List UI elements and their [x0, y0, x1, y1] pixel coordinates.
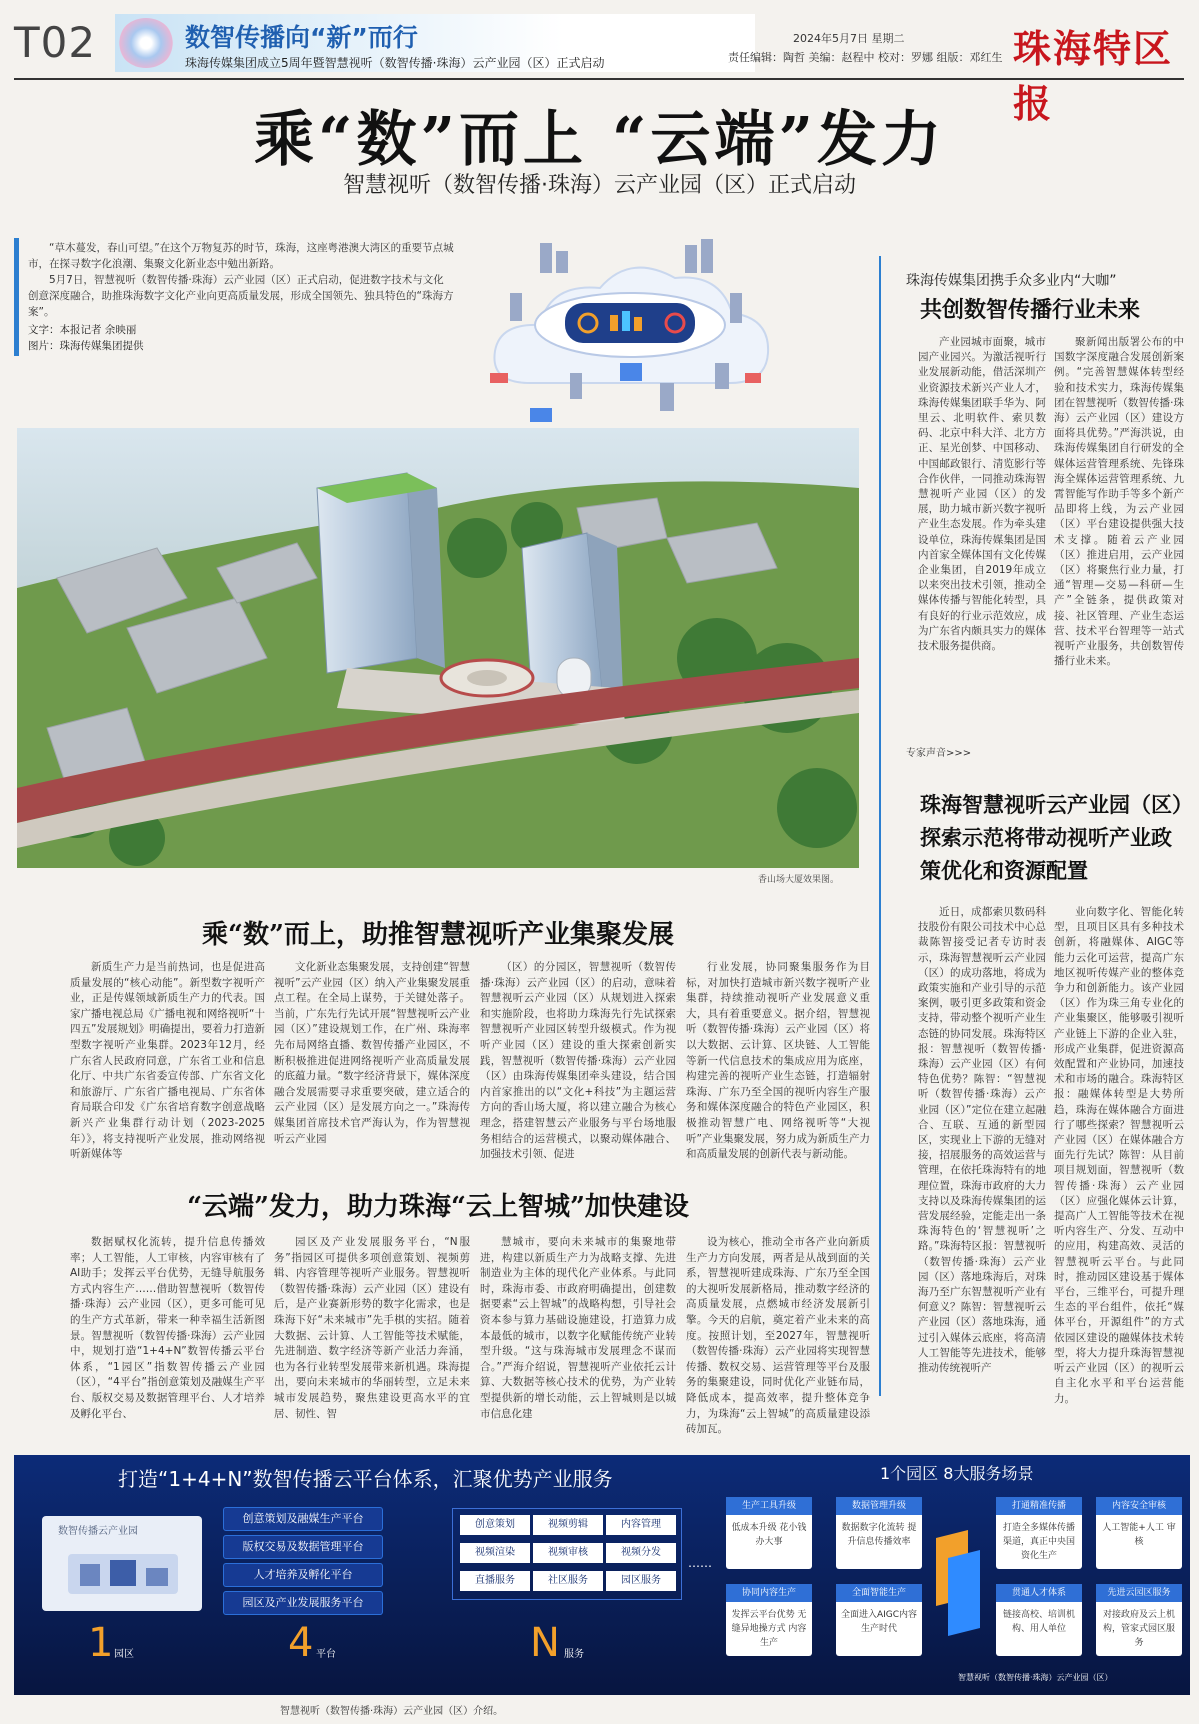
scene-card-5-body: 发挥云平台优势 无缝异地操方式 内容生产	[731, 1610, 807, 1648]
scene-card-4-title: 内容安全审核	[1096, 1497, 1182, 1515]
scene-card-8-body: 对接政府及云上机构，管家式园区服务	[1102, 1610, 1175, 1648]
service-item-1: 创意策划	[460, 1515, 530, 1535]
service-item-5: 视频审核	[533, 1543, 603, 1563]
expert-voice-label: 专家声音>>>	[906, 748, 972, 759]
panel-footer: 智慧视听（数智传播·珠海）云产业园（区）	[958, 1673, 1113, 1682]
number-4-label: 平台	[316, 1649, 336, 1660]
banner-subtitle: 珠海传媒集团成立5周年暨智慧视听（数智传播·珠海）云产业园（区）正式启动	[185, 56, 605, 70]
scene-card-7-body: 链接高校、培训机构、用人单位	[1002, 1610, 1075, 1634]
platform-item-3: 人才培养及孵化平台	[223, 1563, 383, 1587]
masthead-divider	[14, 78, 1184, 80]
scene-card-2-body: 数据数字化流转 提升信息传播效率	[841, 1523, 917, 1547]
platform-item-4: 园区及产业发展服务平台	[223, 1591, 383, 1615]
section-2-title: “云端”发力，助力珠海“云上智城”加快建设	[187, 1192, 689, 1222]
scene-card-4	[1096, 1497, 1182, 1569]
cloud-platform-illustration	[470, 233, 790, 443]
byline-text: 文字：本报记者 余映丽	[28, 324, 137, 336]
right-kicker: 珠海传媒集团携手众多业内“大咖”	[906, 273, 1117, 289]
scene-card-7-title: 贯通人才体系	[996, 1584, 1082, 1602]
number-4: 4	[288, 1620, 314, 1666]
editor-line: 责任编辑：陶哲 美编：赵程中 校对：罗娜 组版：邓红生	[728, 51, 1003, 64]
banner-title: 数智传播向“新”而行	[185, 23, 418, 52]
services-ellipsis: ……	[688, 1556, 712, 1570]
scene-card-2-title: 数据管理升级	[836, 1497, 922, 1515]
service-item-3: 内容管理	[606, 1515, 676, 1535]
right-column-rule	[879, 256, 881, 1396]
park-logo-icon	[928, 1528, 988, 1638]
scene-card-4-body: 人工智能+人工 审核	[1102, 1523, 1176, 1547]
scene-card-1-body: 低成本升级 花小钱办大事	[731, 1523, 807, 1547]
right-column-text-a: 产业园城市面聚，城市园产业园兴。为激活视听行业发展新动能，借活深圳产业资源技术新兴产业人才，珠海传媒集团联手华为、阿里云、北明软件、索贝数码、北京中科大洋、北方方正、星光创梦、中国移动、中国邮政银行、清览影行等合作伙伴，一同推动珠海智慧视听产业园（区）的发展，助力城市新兴数字视听产业生态发展。作为牵头建设单位，珠海传媒集团是国内首家全媒体国有文化传媒企业集团，自2019年成立以来突出技术引领，推动全媒体传播与智能化转型，具有良好的行业示范效应，成为广东省内颇具实力的媒体技术服务提供商。	[918, 336, 1046, 653]
platform-item-1: 创意策划及融媒生产平台	[223, 1507, 383, 1531]
infographic-caption: 智慧视听（数智传播·珠海）云产业园（区）介绍。	[280, 1706, 504, 1717]
scene-card-6-title: 全面智能生产	[836, 1584, 922, 1602]
service-item-7: 直播服务	[460, 1571, 530, 1591]
lead-paragraph-2: 5月7日，智慧视听（数智传播·珠海）云产业园（区）正式启动，促进数字技术与文化创意深度融合，助推珠海数字文化产业向更高质量发展，形成全国领先、独具特色的“珠海方案”。	[28, 274, 454, 318]
platform-item-2: 版权交易及数据管理平台	[223, 1535, 383, 1559]
scene-card-1	[726, 1497, 812, 1569]
number-1-label: 园区	[114, 1649, 134, 1660]
park-card-art	[60, 1544, 186, 1600]
right-column-text-c: 近日，成都索贝数码科技股份有限公司技术中心总裁陈智接受记者专访时表示，珠海智慧视听云产业园（区）的成功落地，将成为政策实施和产业引导的示范案例，吸引更多政策和资金支持，带动整个视听产业生态链的协同发展。珠海特区报：智慧视听（数智传播·珠海）云产业园（区）有何特色优势？陈智：“智慧视听（数智传播·珠海）云产业园（区）”定位在建立起融合、互联、互通的新型园区，实现业上下游的无缝对接，招展服务的高效运营与管理，在依托珠海特有的地理位置，珠海市政府的大力支持以及珠海传媒集团的运营发展经验，定能走出一条珠海特色的‘智慧视听’之路。”珠海特区报：智慧视听（数智传播·珠海）云产业园（区）落地珠海后，对珠海乃至广东智慧视听产业有何意义？陈智：智慧视听云产业园（区）落地珠海，通过引入媒体云底座，将高清人工智能等先进技术，能够推动传统视听产	[918, 906, 1046, 1375]
scene-card-8	[1096, 1584, 1182, 1656]
right-title-2: 珠海智慧视听云产业园（区）探索示范将带动视听产业政策优化和资源配置	[920, 792, 1183, 883]
scene-card-6	[836, 1584, 922, 1656]
number-1: 1	[88, 1620, 114, 1666]
section-1-column-4: 行业发展，协同聚集服务作为目标，对加快打造城市新兴数字视听产业集群，持续推动视听产业发展意义重大，具有着重要意义。据介绍，智慧视听（数智传播·珠海）云产业园（区）将以大数据、云计算、区块链、人工智能等新一代信息技术的集成应用为底座，构建完善的视听产业生态链，打造辐射珠海、广东乃至全国的视听内容生产服务和媒体深度融合的特色产业园区，积极推动智慧广电、网络视听等“大视听”产业集聚发展，努力成为新质生产力和高质量发展的创新代表与新动能。	[686, 961, 870, 1161]
section-2-column-3: 慧城市，要向未来城市的集聚地带进，构建以新质生产力为战略支撑、先进制造业为主体的现代化产业体系。与此同时，珠海市委、市政府明确提出，创建数据要素“云上智城”的战略构想，引导社会资本参与算力基础设施建设，打造算力成本最低的城市，以数字化赋能传统产业转型升级。“这与珠海城市发展理念不谋而合。”严海介绍说，智慧视听产业依托云计算、大数据等核心技术的优势，为产业转型提供新的增长动能，云上智城则是以城市信息化建	[480, 1236, 676, 1420]
infographic-title: 打造“1+4+N”数智传播云平台体系，汇聚优势产业服务	[118, 1467, 613, 1491]
banner-swirl-icon	[118, 18, 174, 68]
byline-photo: 图片：珠海传媒集团提供	[28, 340, 144, 352]
scene-card-5-title: 协同内容生产	[726, 1584, 812, 1602]
right-title: 共创数智传播行业未来	[920, 297, 1141, 323]
lead-paragraph-1: “草木蔓发，春山可望。”在这个万物复苏的时节，珠海，这座粤港澳大湾区的重要节点城市，在探寻数字化浪潮、集聚文化新业态中勉出新路。	[28, 242, 454, 270]
lead-accent-bar	[14, 238, 19, 356]
section-2-column-1: 数据赋权化流转，提升信息传播效率；人工智能，人工审核，内容审核有了AI助手；发挥云平台优势，无缝导航服务方式内容生产……借助智慧视听（数智传播·珠海）云产业园（区），更多可能可见的生产方式革新，带来一种幸福生活新图景。智慧视听（数智传播·珠海）云产业园中，规划打造“1+4+N”数智传播云平台体系，“1园区”指数智传播云产业园（区），“4平台”指创意策划及融媒生产平台、版权交易及数据管理平台、人才培养及孵化平台、	[70, 1236, 265, 1420]
scene-card-2	[836, 1497, 922, 1569]
scene-card-1-title: 生产工具升级	[726, 1497, 812, 1515]
scene-card-5	[726, 1584, 812, 1656]
section-1-title: 乘“数”而上，助推智慧视听产业集聚发展	[202, 920, 674, 950]
scene-card-3-title: 打通精准传播	[996, 1497, 1082, 1515]
section-2-column-2: 园区及产业发展服务平台，“N服务”指园区可提供多项创意策划、视频剪辑、内容管理等视听产业服务。智慧视听（数智传播·珠海）云产业园（区）建设有后，是产业赛新形势的数字化需求，也是珠海下好“未来城市”先手棋的实招。随着大数据、云计算、人工智能等技术赋能，先进制造、数字经济等新产业活力奔涌，也为各行业转型发展带来新机遇。珠海提出，要向未来城市的华丽转型，立足未来城市发展趋势，聚焦建设更高水平的宜居、韧性、智	[274, 1236, 470, 1420]
number-n-label: 服务	[564, 1649, 584, 1660]
service-item-9: 园区服务	[606, 1571, 676, 1591]
section-1-column-3: （区）的分园区，智慧视听（数智传播·珠海）云产业园（区）的启动，意味着智慧视听云产业园（区）从规划进入探索和实施阶段，也将助力珠海先行先试探索智慧视听产业园区转型升级模式。作为视听产业园（区）建设的重大探索创新实践，智慧视听（数智传播·珠海）云产业园（区）由珠海传媒集团牵头建设，结合国内首家推出的以“文化+科技”为主题运营方向的香山场大厦，将以建立融合为核心理念，搭建智慧云产业服务与平台场地服务相结合的运营模式，以聚动媒体融合、加强技术引领、促进	[480, 961, 676, 1161]
scene-card-3-body: 打造全多媒体传播渠道，真正中央国资化生产	[1002, 1523, 1075, 1561]
section-1-column-1: 新质生产力是当前热词，也是促进高质量发展的“核心动能”。新型数字视听产业，正是传媒领域新质生产力的代表。国家广播电视总局《广播电视和网络视听“十四五”发展规划》明确提出，要着力打造新型数字视听产业集群。2023年12月，经广东省人民政府同意，广东省工业和信息化厅、中共广东省委宣传部、广东省文化和旅游厅、广东省广播电视局、广东省体育局联合印发《广东省培育数字创意战略新兴产业集群行动计划（2023-2025年）》，将支持视听产业发展，推动网络视听新媒体等	[70, 961, 265, 1161]
page-title: 乘“数”而上 “云端”发力	[254, 105, 945, 175]
scene-card-8-title: 先进云园区服务	[1096, 1584, 1182, 1602]
section-1-column-2: 文化新业态集聚发展，支持创建“智慧视听”云产业园（区）纳入产业集聚发展重点工程。在全局上谋势，于关键处落子。当前，广东先行先试开展“智慧视听云产业园（区）”建设规划工作，在广州、珠海率先布局网络直播、数智传播产业园区，不断积极推进促进网络视听产业高质量发展的底蕴力量。“数字经济背景下，媒体深度融合发展需要寻求重要突破，建立适合的云产业园（区）是发展方向之一。”珠海传媒集团首席技术官严海认为，作为智慧视听云产业园	[274, 961, 470, 1145]
right-column-text-d: 业向数字化、智能化转型，且项目区具有多种技术创新，将融媒体、AIGC等能力云化可运营，提高广东地区视听传媒产业的整体竞争力和创新能力。该产业园（区）作为珠三角专业化的产业集聚区，能够吸引视听产业链上下游的企业入驻，形成产业集群，促进资源高效配置和产业协同，加速技术和市场的融合。珠海特区报：融媒体转型是大势所趋，珠海在媒体融合方面进行了哪些探索？智慧视听云产业园（区）在媒体融合方面先行先试？陈智：从目前项目规划面，智慧视听（数智传播·珠海）云产业园（区）应强化媒体云计算，提高广人工智能等技术在视听内容生产、分发、互动中的应用，构建高效、灵活的智慧视听云平台。与此同时，推动园区建设基于媒体平台，三维平台，可提升理生态的平台组件，依托“媒体平台，开源组件”的方式依园区建设的融媒体技术转型，将大力提升珠海智慧视听云产业园（区）的视听云自主化水平和平台运营能力。	[1054, 906, 1184, 1405]
byline	[28, 322, 144, 354]
service-item-4: 视频渲染	[460, 1543, 530, 1563]
scene-card-3	[996, 1497, 1082, 1569]
photo-caption: 香山场大厦效果图。	[758, 875, 840, 885]
building-rendering-image	[17, 428, 859, 868]
number-n: N	[530, 1620, 560, 1666]
page-subtitle: 智慧视听（数智传播·珠海）云产业园（区）正式启动	[343, 173, 856, 198]
park-card-label: 数智传播云产业园	[58, 1526, 138, 1537]
scene-card-7	[996, 1584, 1082, 1656]
infographic-right-title: 1个园区 8大服务场景	[880, 1464, 1034, 1483]
section-2-column-4: 设为核心，推动全市各产业向新质生产力方向发展，两者是从战到面的关系，智慧视听建成珠海、广东乃至全国的大视听发展新格局，推动数字经济的高质量发展，点燃城市经济发展新引擎。今天的启航，奠定着产业未来的高度。按照计划，至2027年，智慧视听（数智传播·珠海）云产业园将实现智慧传播、数权交易、运营管理等平台及服务的集聚建设，同时优化产业链布局，降低成本，提高效率，提升整体竞争力，为珠海“云上智城”的高质量建设添砖加瓦。	[686, 1236, 870, 1436]
lead-paragraph	[28, 240, 454, 320]
page-number: T02	[14, 18, 97, 67]
right-column-text-b: 聚新闻出版署公布的中国数字深度融合发展创新案例。“完善智慧媒体转型经验和技术实力，珠海传媒集团在智慧视听（数智传播·珠海）云产业园（区）建设方面将具优势。”严海洪说，由珠海传媒集团自行研发的全媒体运营管理系统、先锋珠海全媒体运营管理系统、九霄智能写作助手等多个新产品即将上线，为云产业园（区）平台建设提供强大技术支撑。随着云产业园（区）推进启用，云产业园（区）将聚焦行业力量，打通“智理—交易—科研—生产”全链条，提供政策对接、社区管理、产业生态运营、技术平台智理等一站式视听产业服务，共创数智传播行业未来。	[1054, 336, 1184, 668]
newspaper-logo: 珠海特区报	[1013, 26, 1174, 126]
service-item-8: 社区服务	[533, 1571, 603, 1591]
date-line: 2024年5月7日 星期二	[793, 32, 905, 45]
scene-card-6-body: 全面进入AIGC内容生产时代	[840, 1610, 918, 1634]
service-item-2: 视频剪辑	[533, 1515, 603, 1535]
service-item-6: 视频分发	[606, 1543, 676, 1563]
